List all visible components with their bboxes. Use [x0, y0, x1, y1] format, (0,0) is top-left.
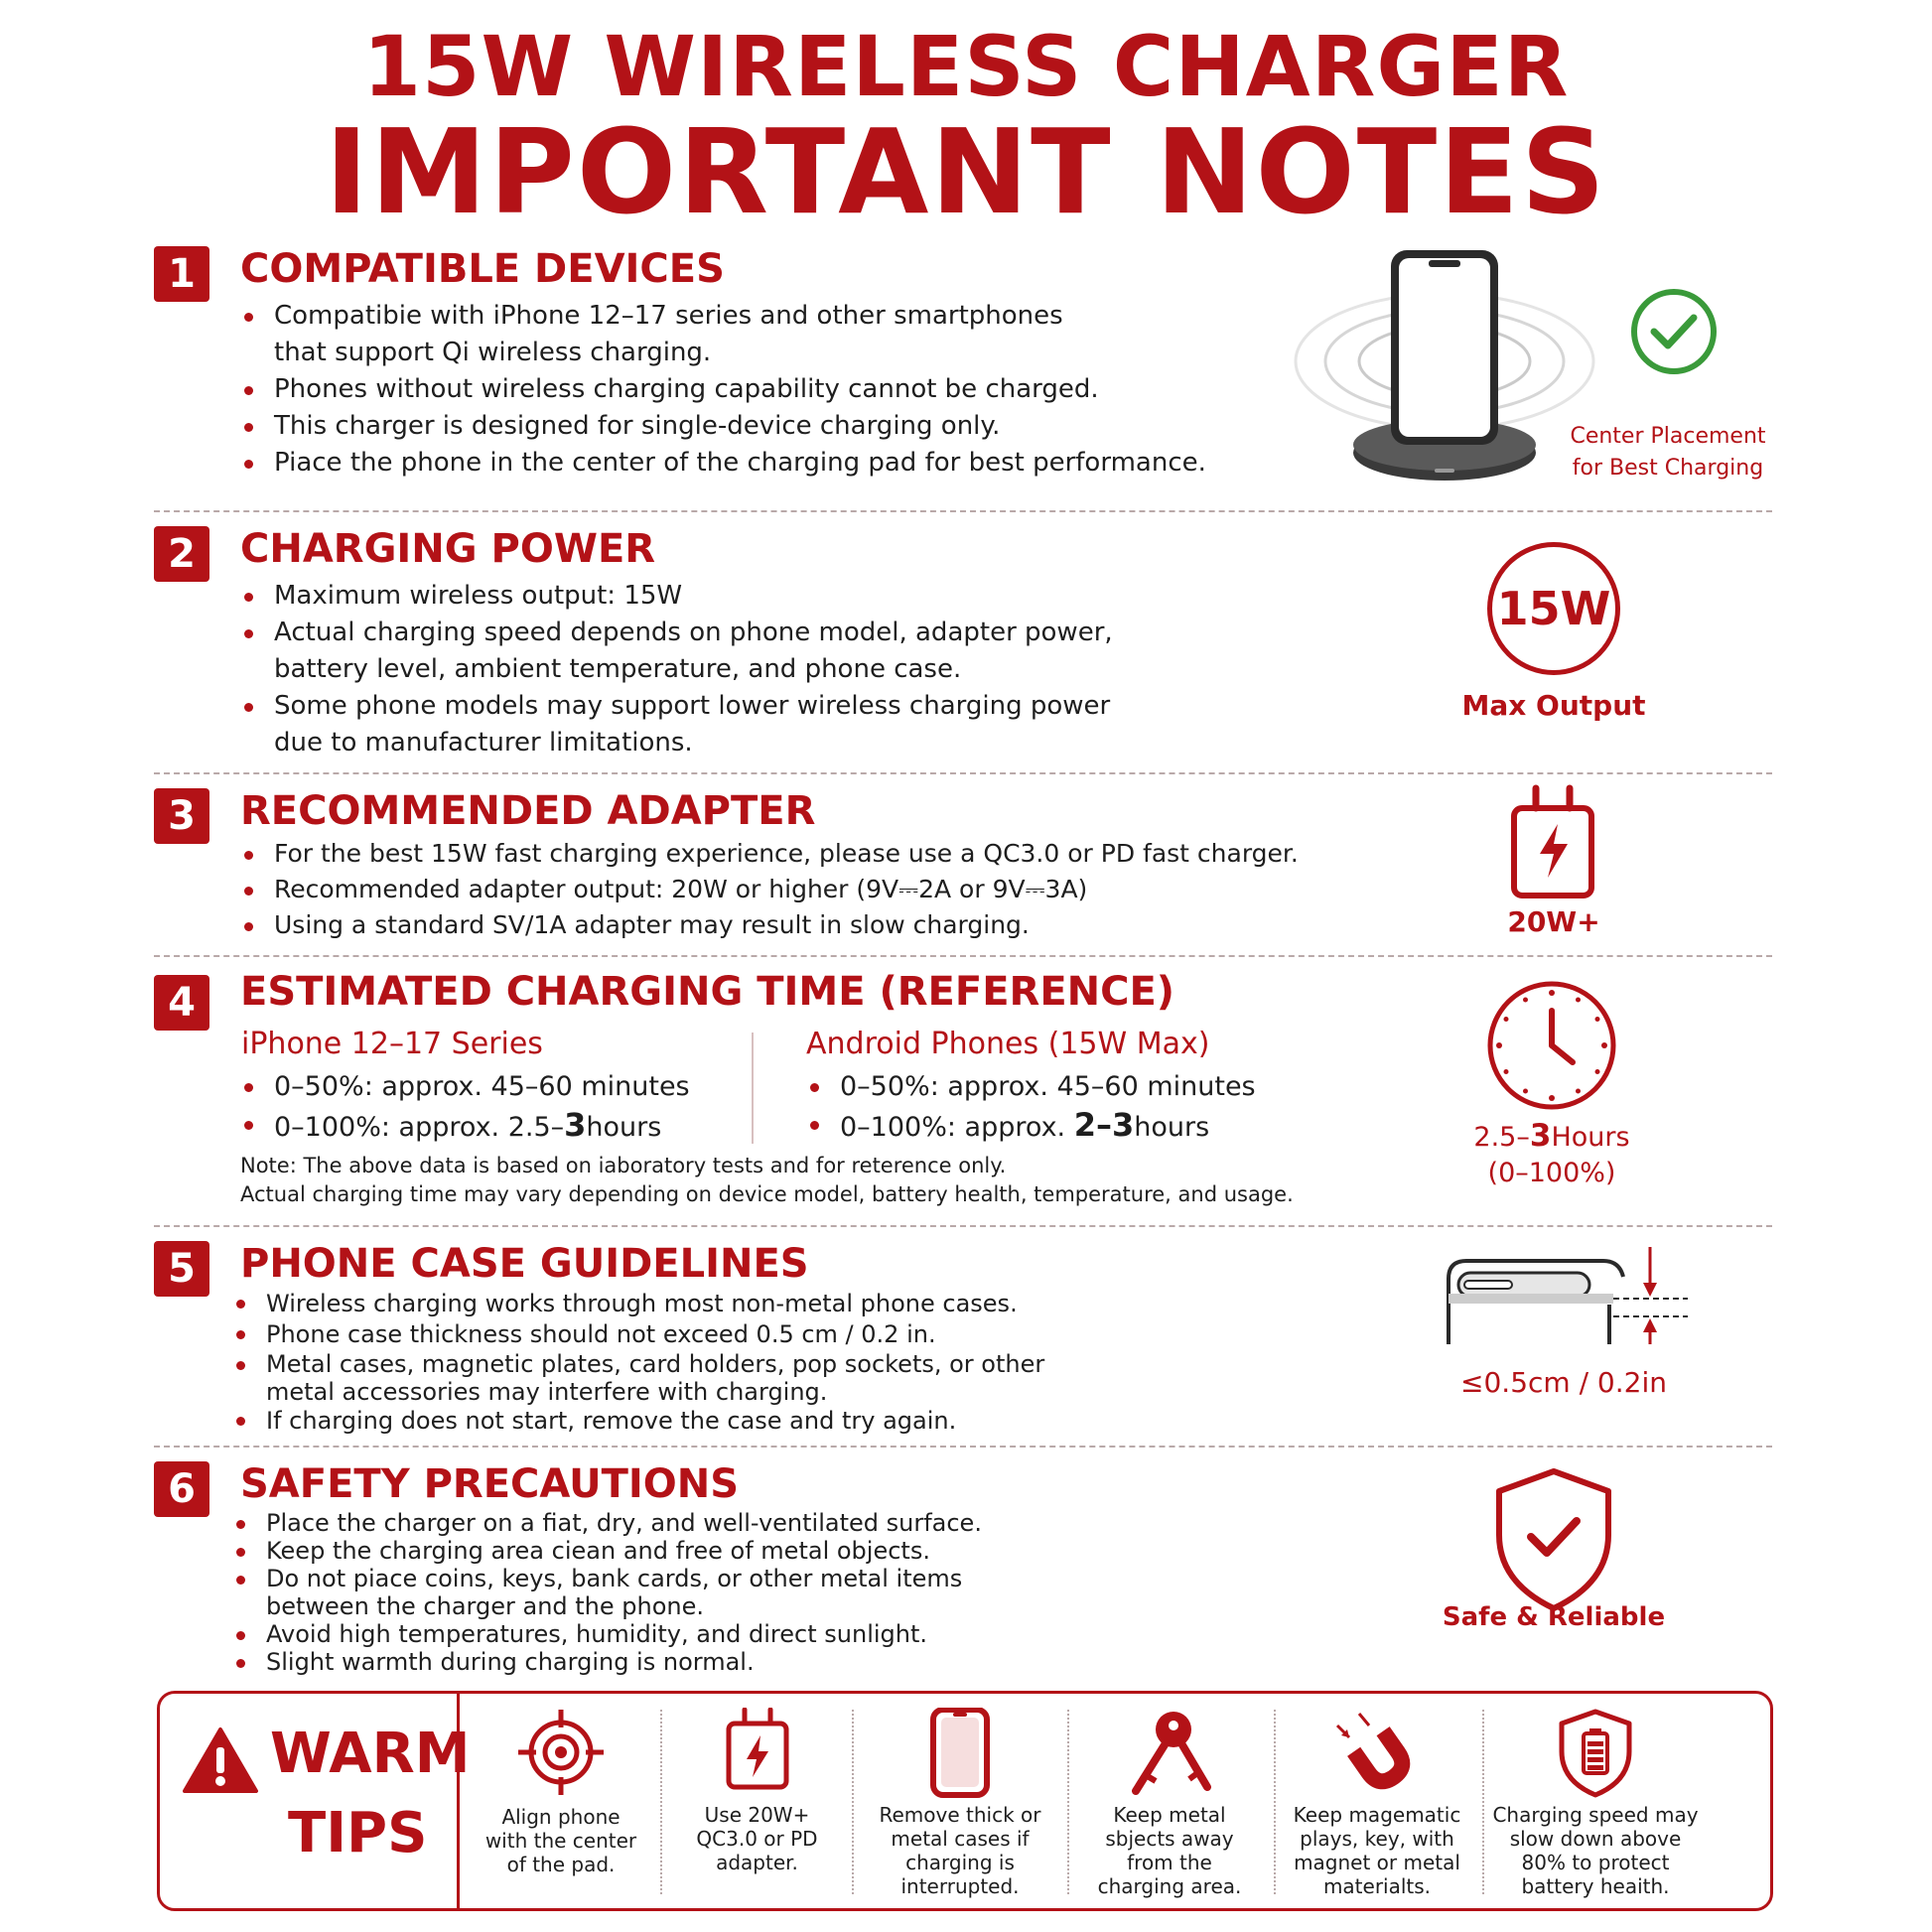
section-title: ESTIMATED CHARGING TIME (REFERENCE)	[240, 969, 1175, 1015]
bullet-list	[240, 298, 1233, 482]
section-number-badge: 3	[154, 788, 209, 844]
section-number-badge: 4	[154, 975, 209, 1031]
bullet-item: Recommended adapter output: 20W or higher (9V⎓2A or 9V⎓3A)	[240, 872, 1432, 907]
tip-text: Keep magematic plays, key, with magnet or metal materialts.	[1293, 1803, 1461, 1898]
center-placement-caption: Center Placement for Best Charging	[1570, 424, 1766, 481]
iphone-time-list	[240, 1068, 757, 1147]
bullet-item: 0–100%: approx. 2–3hours	[806, 1106, 1322, 1147]
section-title: RECOMMENDED ADAPTER	[240, 788, 816, 834]
tip-remove-case	[856, 1708, 1064, 1906]
phone-case-icon	[925, 1708, 995, 1799]
warm-word: WARM	[270, 1722, 471, 1786]
bullet-item: Phone case thickness should not exceed 0.5 cm / 0.2 in.	[232, 1319, 1225, 1350]
case-thickness-icon	[1445, 1241, 1693, 1350]
bullet-item: Place the charger on a fiat, dry, and well-ventilated surface.	[232, 1509, 1225, 1537]
shield-check-icon	[1489, 1465, 1618, 1614]
keys-icon	[1122, 1708, 1217, 1799]
bullet-item: Compatibie with iPhone 12–17 series and other smartphones that support Qi wireless charging.	[240, 298, 1233, 371]
section-title: SAFETY PRECAUTIONS	[240, 1461, 740, 1507]
tip-text: Use 20W+ QC3.0 or PD adapter.	[696, 1803, 818, 1874]
bullet-list	[240, 836, 1432, 943]
adapter-caption: 20W+	[1507, 905, 1600, 938]
section-divider	[154, 772, 1772, 774]
title-line-1: 15W WIRELESS CHARGER	[362, 18, 1570, 115]
section-number-badge: 5	[154, 1241, 209, 1297]
tip-text: Align phone with the center of the pad.	[484, 1805, 637, 1876]
bullet-continuation: battery level, ambient temperature, and phone case.	[274, 654, 962, 684]
tip-use-adapter	[665, 1708, 849, 1906]
bullet-item: Wireless charging works through most non-metal phone cases.	[232, 1289, 1225, 1319]
tip-separator	[1482, 1710, 1484, 1894]
tip-text: Charging speed may slow down above 80% to protect battery heaith.	[1492, 1803, 1699, 1898]
max-output-caption: Max Output	[1461, 689, 1646, 722]
section-title: COMPATIBLE DEVICES	[240, 246, 725, 292]
tip-keep-magnets-away	[1278, 1708, 1476, 1906]
section-divider	[154, 1225, 1772, 1227]
bullet-item: 0–50%: approx. 45–60 minutes	[806, 1068, 1322, 1106]
tip-text: Remove thick or metal cases if charging is interrupted.	[879, 1803, 1041, 1898]
bullet-item: Piace the phone in the center of the charging pad for best performance.	[240, 445, 1233, 482]
bullet-item: Avoid high temperatures, humidity, and direct sunlight.	[232, 1620, 1225, 1648]
note-text: Note: The above data is based on iaboratory tests and for reterence only. Actual charging time may vary depending on device model, battery health, temperature, and usage.	[240, 1154, 1294, 1206]
clock-icon	[1483, 977, 1620, 1114]
tips-word: TIPS	[288, 1801, 428, 1865]
safe-reliable-caption: Safe & Reliable	[1442, 1602, 1666, 1632]
section-divider	[154, 955, 1772, 957]
column-divider	[752, 1033, 754, 1144]
warning-triangle-icon	[181, 1725, 260, 1795]
magnet-icon	[1329, 1708, 1425, 1799]
bullet-item: 0–100%: approx. 2.5–3hours	[240, 1106, 757, 1147]
battery-shield-icon	[1556, 1708, 1635, 1799]
bullet-item: If charging does not start, remove the case and try again.	[232, 1406, 1225, 1437]
bullet-item: Actual charging speed depends on phone model, adapter power, battery level, ambient temperature, and phone case.	[240, 615, 1233, 688]
tip-separator	[852, 1710, 854, 1894]
section-title: CHARGING POWER	[240, 526, 656, 572]
tip-battery-protection	[1486, 1708, 1705, 1906]
tip-align-phone	[467, 1708, 655, 1906]
section-divider	[154, 510, 1772, 512]
bullet-item: Phones without wireless charging capability cannot be charged.	[240, 371, 1233, 408]
checkmark-circle-icon	[1628, 286, 1720, 377]
bullet-list	[232, 1509, 1225, 1676]
bullet-continuation: metal accessories may interfere with charging.	[266, 1378, 828, 1406]
bullet-item: Keep the charging area ciean and free of metal objects.	[232, 1537, 1225, 1565]
bullet-item: Do not piace coins, keys, bank cards, or other metal items between the charger and the phone.	[232, 1565, 1225, 1620]
adapter-bolt-icon	[1504, 784, 1603, 903]
tip-text: Keep metal sbjects away from the charging area.	[1097, 1803, 1242, 1898]
section-number-badge: 2	[154, 526, 209, 582]
iphone-heading: iPhone 12–17 Series	[241, 1027, 543, 1061]
bullet-list	[232, 1289, 1225, 1437]
tip-separator	[660, 1710, 662, 1894]
tip-separator	[1274, 1710, 1276, 1894]
bullet-continuation: that support Qi wireless charging.	[274, 338, 712, 367]
tip-keep-metal-away	[1070, 1708, 1269, 1906]
bullet-item: Slight warmth during charging is normal.	[232, 1648, 1225, 1676]
android-heading: Android Phones (15W Max)	[806, 1027, 1210, 1061]
bullet-item: Maximum wireless output: 15W	[240, 578, 1233, 615]
section-title: PHONE CASE GUIDELINES	[240, 1241, 809, 1287]
bullet-item: Metal cases, magnetic plates, card holders, pop sockets, or other metal accessories may interfere with charging.	[232, 1350, 1225, 1406]
tip-separator	[1067, 1710, 1069, 1894]
section-number-badge: 1	[154, 246, 209, 302]
bullet-item: This charger is designed for single-device charging only.	[240, 408, 1233, 445]
android-time-list	[806, 1068, 1322, 1147]
case-thickness-caption: ≤0.5cm / 0.2in	[1460, 1366, 1667, 1399]
charging-time-caption: 2.5–3Hours (0–100%)	[1473, 1118, 1630, 1188]
bullet-continuation: due to manufacturer limitations.	[274, 728, 693, 758]
max-output-badge: 15W	[1487, 542, 1620, 675]
section-divider	[154, 1446, 1772, 1448]
adapter-bolt-icon	[723, 1708, 792, 1797]
bullet-item: 0–50%: approx. 45–60 minutes	[240, 1068, 757, 1106]
bullet-list	[240, 578, 1233, 761]
bullet-item: Some phone models may support lower wireless charging power due to manufacturer limitations.	[240, 688, 1233, 761]
bullet-continuation: between the charger and the phone.	[266, 1592, 705, 1620]
title-line-2: IMPORTANT NOTES	[325, 103, 1607, 240]
bullet-item: Using a standard SV/1A adapter may result in slow charging.	[240, 907, 1432, 943]
warm-tips-heading	[181, 1722, 471, 1880]
bullet-item: For the best 15W fast charging experience, please use a QC3.0 or PD fast charger.	[240, 836, 1432, 872]
target-icon	[516, 1708, 606, 1797]
section-number-badge: 6	[154, 1461, 209, 1517]
